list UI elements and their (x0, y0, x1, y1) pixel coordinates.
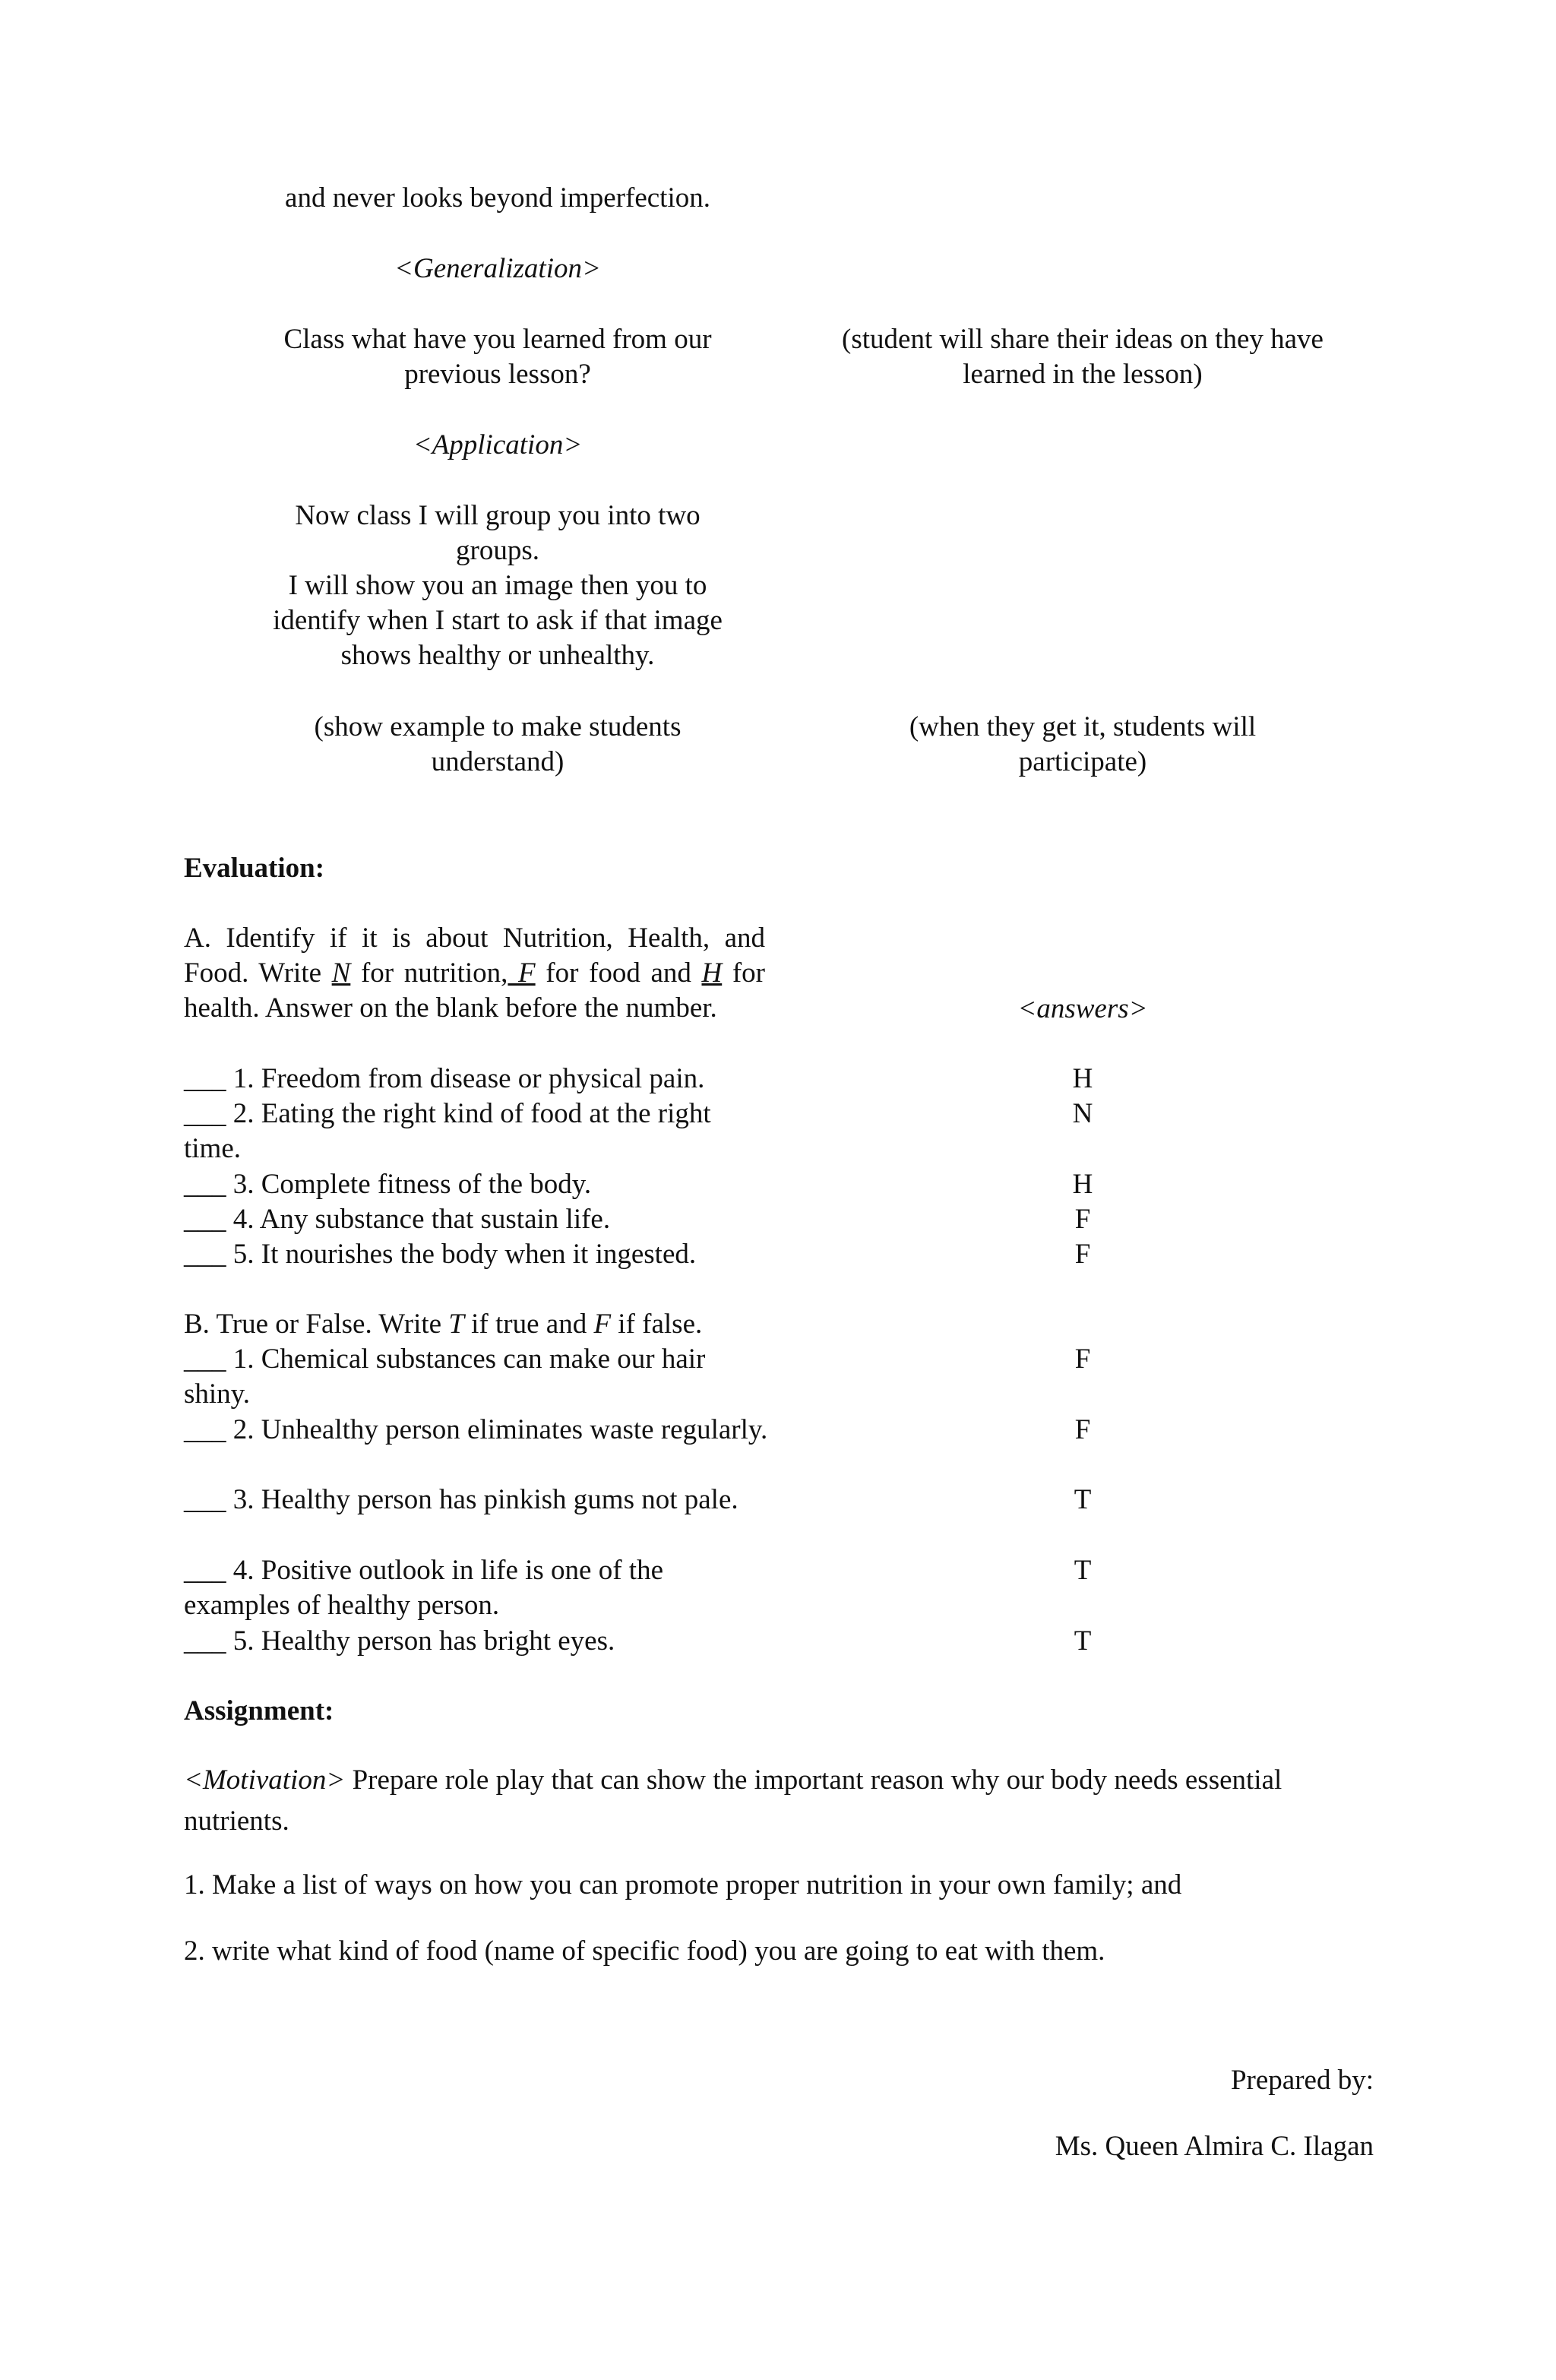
preparer-name: Ms. Queen Almira C. Ilagan (1055, 2131, 1374, 2162)
part-b-answer: F (1074, 1414, 1091, 1445)
generalization-heading: <Generalization> (394, 253, 601, 284)
part-a-item: ___ 3. Complete fitness of the body. (184, 1169, 592, 1200)
motivation-paragraph: <Motivation> Prepare role play that can show the important reason why our body needs essential nutrients. (184, 1764, 1282, 1837)
application-example-note: (show example to make students understand) (314, 711, 682, 777)
evaluation-heading: Evaluation: (184, 853, 325, 884)
part-b-answer: T (1074, 1484, 1092, 1515)
part-a-item: ___ 4. Any substance that sustain life. (184, 1204, 611, 1235)
application-instructions (247, 498, 748, 673)
part-b-item: ___ 4. Positive outlook in life is one of the examples of healthy person. (184, 1555, 664, 1621)
student-participation: (when they get it, students will participate) (909, 711, 1257, 777)
part-a-item: ___ 5. It nourishes the body when it ingested. (184, 1239, 697, 1270)
part-a-answer: H (1072, 1169, 1093, 1200)
part-a-item: ___ 2. Eating the right kind of food at the right time. (184, 1098, 711, 1164)
part-a-answer: F (1074, 1204, 1091, 1235)
part-b-answer: T (1074, 1625, 1092, 1657)
application-paragraph-2: I will show you an image then you to identify when I start to ask if that image shows healthy or unhealthy. (273, 570, 723, 671)
application-paragraph-1: Now class I will group you into two groups. (295, 500, 701, 566)
part-b-answer: F (1074, 1343, 1091, 1375)
part-b-item: ___ 1. Chemical substances can make our hair shiny. (184, 1343, 706, 1410)
part-a-answer: N (1072, 1098, 1093, 1129)
part-a-answer: F (1074, 1239, 1091, 1270)
assignment-item-1: 1. Make a list of ways on how you can promote proper nutrition in your own family; and (184, 1869, 1182, 1901)
assignment-heading: Assignment: (184, 1695, 334, 1726)
student-response: (student will share their ideas on they have learned in the lesson) (842, 324, 1324, 390)
continued-line: and never looks beyond imperfection. (285, 182, 710, 214)
teacher-question: Class what have you learned from our previous lesson? (283, 324, 712, 390)
part-b-item: ___ 5. Healthy person has bright eyes. (184, 1625, 615, 1657)
part-a-item: ___ 1. Freedom from disease or physical pain. (184, 1063, 705, 1094)
answers-heading: <answers> (1017, 993, 1148, 1024)
part-a-instructions: A. Identify if it is about Nutrition, Health, and Food. Write N for nutrition, F for food and H for health. Answer on the blank before the number. (184, 923, 765, 1024)
part-b-answer: T (1074, 1555, 1092, 1586)
part-b-item: ___ 3. Healthy person has pinkish gums not pale. (184, 1484, 738, 1515)
prepared-by-label: Prepared by: (1230, 2065, 1374, 2096)
assignment-item-2: 2. write what kind of food (name of specific food) you are going to eat with them. (184, 1935, 1105, 1967)
application-heading: <Application> (413, 429, 583, 460)
part-a-answer: H (1072, 1063, 1093, 1094)
part-b-instructions: B. True or False. Write T if true and F if false. (184, 1309, 703, 1340)
part-b-item: ___ 2. Unhealthy person eliminates waste regularly. (184, 1414, 768, 1445)
